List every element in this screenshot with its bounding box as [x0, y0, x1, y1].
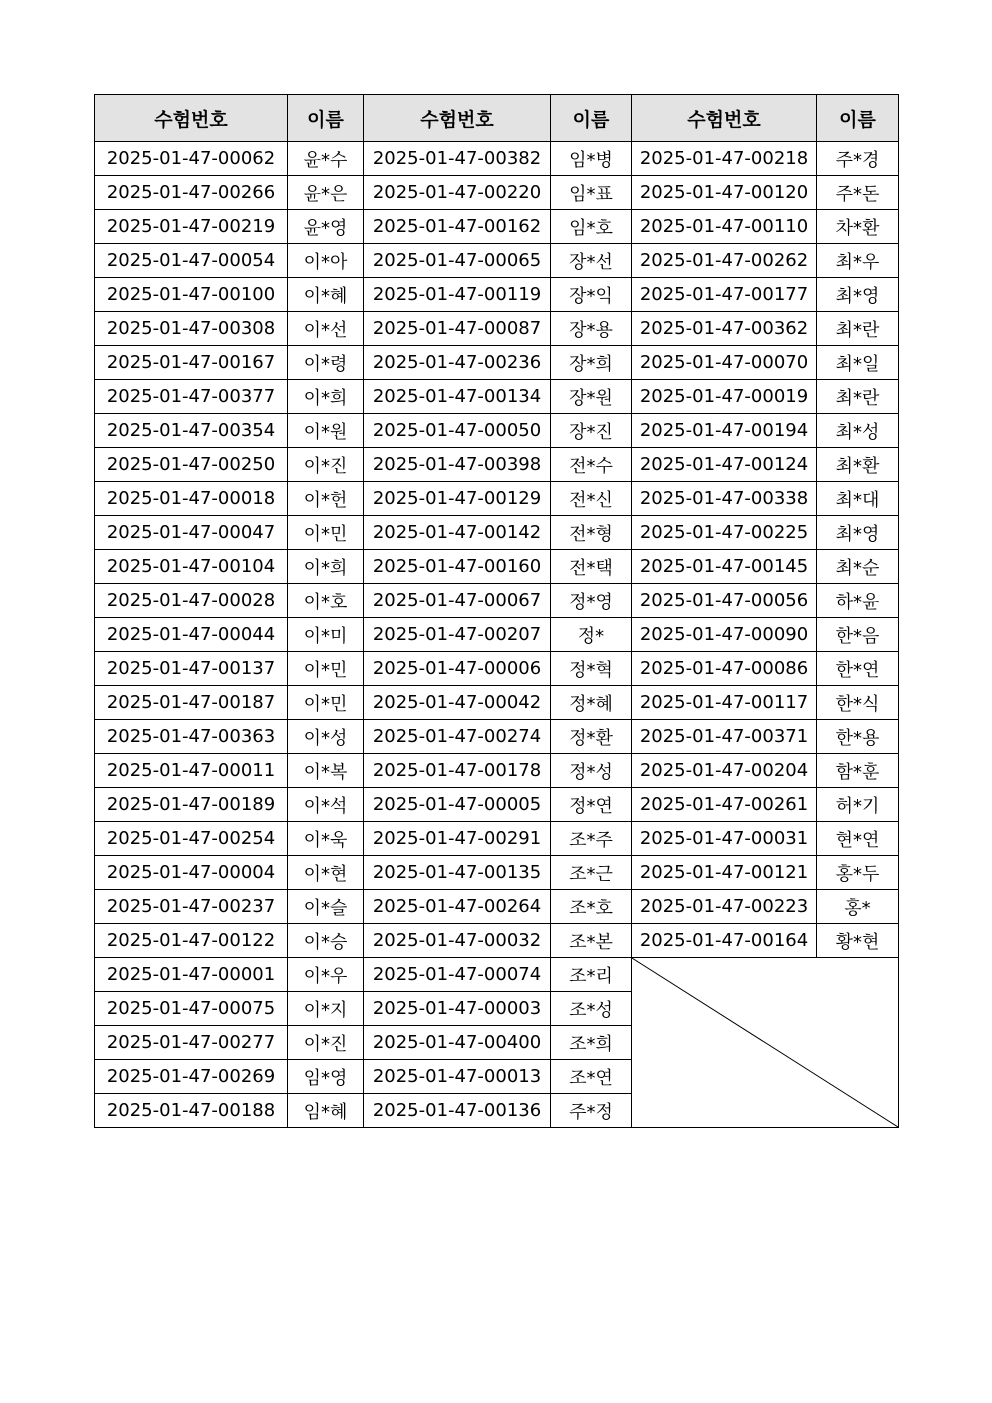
table-row [95, 312, 899, 346]
table-row [95, 754, 899, 788]
exam-number-cell: 2025-01-47-00382 [364, 142, 551, 176]
name-cell: 한*연 [817, 652, 899, 686]
header-name-3: 이름 [817, 95, 899, 142]
name-cell: 이*성 [288, 720, 364, 754]
exam-number-cell: 2025-01-47-00087 [364, 312, 551, 346]
table-row [95, 550, 899, 584]
name-cell: 이*희 [288, 550, 364, 584]
name-cell: 장*익 [551, 278, 632, 312]
name-cell: 이*지 [288, 992, 364, 1026]
name-cell: 이*호 [288, 584, 364, 618]
exam-number-cell: 2025-01-47-00028 [95, 584, 288, 618]
diagonal-line [632, 958, 898, 1127]
exam-number-cell: 2025-01-47-00124 [632, 448, 817, 482]
name-cell: 황*현 [817, 924, 899, 958]
name-cell: 주*경 [817, 142, 899, 176]
name-cell: 최*대 [817, 482, 899, 516]
exam-number-cell: 2025-01-47-00254 [95, 822, 288, 856]
exam-number-cell: 2025-01-47-00032 [364, 924, 551, 958]
exam-number-cell: 2025-01-47-00050 [364, 414, 551, 448]
name-cell: 최*란 [817, 380, 899, 414]
table-row [95, 448, 899, 482]
exam-number-cell: 2025-01-47-00110 [632, 210, 817, 244]
name-cell: 이*우 [288, 958, 364, 992]
name-cell: 하*윤 [817, 584, 899, 618]
header-row [95, 95, 899, 142]
exam-number-cell: 2025-01-47-00129 [364, 482, 551, 516]
exam-number-cell: 2025-01-47-00223 [632, 890, 817, 924]
exam-number-cell: 2025-01-47-00136 [364, 1094, 551, 1128]
table-row [95, 720, 899, 754]
name-cell: 정*연 [551, 788, 632, 822]
name-cell: 정* [551, 618, 632, 652]
header-name-1: 이름 [288, 95, 364, 142]
exam-number-cell: 2025-01-47-00250 [95, 448, 288, 482]
name-cell: 조*호 [551, 890, 632, 924]
exam-number-cell: 2025-01-47-00122 [95, 924, 288, 958]
exam-number-cell: 2025-01-47-00090 [632, 618, 817, 652]
exam-number-cell: 2025-01-47-00219 [95, 210, 288, 244]
name-cell: 이*민 [288, 516, 364, 550]
exam-number-cell: 2025-01-47-00164 [632, 924, 817, 958]
exam-number-cell: 2025-01-47-00274 [364, 720, 551, 754]
exam-number-cell: 2025-01-47-00001 [95, 958, 288, 992]
table-row [95, 346, 899, 380]
exam-number-cell: 2025-01-47-00291 [364, 822, 551, 856]
name-cell: 홍*두 [817, 856, 899, 890]
exam-number-cell: 2025-01-47-00119 [364, 278, 551, 312]
header-exam-number-1: 수험번호 [95, 95, 288, 142]
table-row [95, 414, 899, 448]
exam-number-cell: 2025-01-47-00194 [632, 414, 817, 448]
name-cell: 정*환 [551, 720, 632, 754]
name-cell: 임*영 [288, 1060, 364, 1094]
name-cell: 허*기 [817, 788, 899, 822]
exam-number-cell: 2025-01-47-00187 [95, 686, 288, 720]
exam-number-cell: 2025-01-47-00005 [364, 788, 551, 822]
name-cell: 조*성 [551, 992, 632, 1026]
exam-number-cell: 2025-01-47-00047 [95, 516, 288, 550]
table-row [95, 856, 899, 890]
empty-diagonal-cell [632, 958, 899, 1128]
name-cell: 최*순 [817, 550, 899, 584]
name-cell: 이*원 [288, 414, 364, 448]
table-header [95, 95, 899, 142]
name-cell: 최*우 [817, 244, 899, 278]
table-row [95, 822, 899, 856]
name-cell: 이*현 [288, 856, 364, 890]
table-row [95, 482, 899, 516]
exam-number-cell: 2025-01-47-00160 [364, 550, 551, 584]
exam-number-cell: 2025-01-47-00262 [632, 244, 817, 278]
name-cell: 조*본 [551, 924, 632, 958]
exam-number-cell: 2025-01-47-00371 [632, 720, 817, 754]
exam-number-cell: 2025-01-47-00120 [632, 176, 817, 210]
name-cell: 정*혜 [551, 686, 632, 720]
exam-number-cell: 2025-01-47-00018 [95, 482, 288, 516]
table-row [95, 380, 899, 414]
exam-number-cell: 2025-01-47-00067 [364, 584, 551, 618]
name-cell: 전*형 [551, 516, 632, 550]
name-cell: 이*아 [288, 244, 364, 278]
name-cell: 전*택 [551, 550, 632, 584]
exam-number-cell: 2025-01-47-00065 [364, 244, 551, 278]
exam-number-cell: 2025-01-47-00104 [95, 550, 288, 584]
name-cell: 윤*수 [288, 142, 364, 176]
exam-number-cell: 2025-01-47-00237 [95, 890, 288, 924]
exam-number-cell: 2025-01-47-00354 [95, 414, 288, 448]
name-cell: 윤*영 [288, 210, 364, 244]
name-cell: 조*주 [551, 822, 632, 856]
exam-number-cell: 2025-01-47-00266 [95, 176, 288, 210]
name-cell: 정*영 [551, 584, 632, 618]
name-cell: 이*진 [288, 448, 364, 482]
table-row [95, 210, 899, 244]
exam-number-cell: 2025-01-47-00362 [632, 312, 817, 346]
header-exam-number-2: 수험번호 [364, 95, 551, 142]
name-cell: 이*헌 [288, 482, 364, 516]
name-cell: 이*혜 [288, 278, 364, 312]
name-cell: 이*선 [288, 312, 364, 346]
table-row [95, 788, 899, 822]
exam-number-cell: 2025-01-47-00261 [632, 788, 817, 822]
name-cell: 홍* [817, 890, 899, 924]
exam-number-cell: 2025-01-47-00142 [364, 516, 551, 550]
name-cell: 조*연 [551, 1060, 632, 1094]
exam-number-cell: 2025-01-47-00135 [364, 856, 551, 890]
header-name-2: 이름 [551, 95, 632, 142]
table-row [95, 924, 899, 958]
exam-number-cell: 2025-01-47-00188 [95, 1094, 288, 1128]
exam-number-cell: 2025-01-47-00269 [95, 1060, 288, 1094]
exam-number-cell: 2025-01-47-00117 [632, 686, 817, 720]
name-cell: 조*희 [551, 1026, 632, 1060]
name-cell: 이*령 [288, 346, 364, 380]
exam-number-cell: 2025-01-47-00363 [95, 720, 288, 754]
header-exam-number-3: 수험번호 [632, 95, 817, 142]
exam-number-cell: 2025-01-47-00074 [364, 958, 551, 992]
exam-number-cell: 2025-01-47-00031 [632, 822, 817, 856]
table-row [95, 516, 899, 550]
table-row [95, 584, 899, 618]
name-cell: 정*성 [551, 754, 632, 788]
exam-number-cell: 2025-01-47-00308 [95, 312, 288, 346]
name-cell: 임*표 [551, 176, 632, 210]
exam-number-cell: 2025-01-47-00177 [632, 278, 817, 312]
name-cell: 최*성 [817, 414, 899, 448]
exam-number-cell: 2025-01-47-00264 [364, 890, 551, 924]
exam-number-cell: 2025-01-47-00011 [95, 754, 288, 788]
name-cell: 최*란 [817, 312, 899, 346]
exam-number-cell: 2025-01-47-00377 [95, 380, 288, 414]
exam-number-cell: 2025-01-47-00178 [364, 754, 551, 788]
exam-number-cell: 2025-01-47-00137 [95, 652, 288, 686]
exam-number-cell: 2025-01-47-00075 [95, 992, 288, 1026]
name-cell: 한*용 [817, 720, 899, 754]
name-cell: 최*환 [817, 448, 899, 482]
exam-number-cell: 2025-01-47-00400 [364, 1026, 551, 1060]
name-cell: 정*혁 [551, 652, 632, 686]
exam-number-cell: 2025-01-47-00042 [364, 686, 551, 720]
name-cell: 이*희 [288, 380, 364, 414]
table-body [95, 142, 899, 1128]
exam-number-cell: 2025-01-47-00003 [364, 992, 551, 1026]
exam-number-cell: 2025-01-47-00189 [95, 788, 288, 822]
exam-number-cell: 2025-01-47-00398 [364, 448, 551, 482]
page [94, 94, 898, 1128]
exam-number-cell: 2025-01-47-00338 [632, 482, 817, 516]
name-cell: 전*신 [551, 482, 632, 516]
exam-number-cell: 2025-01-47-00086 [632, 652, 817, 686]
name-cell: 한*음 [817, 618, 899, 652]
name-cell: 임*병 [551, 142, 632, 176]
exam-number-cell: 2025-01-47-00134 [364, 380, 551, 414]
examinee-roster-table [94, 94, 899, 1128]
exam-number-cell: 2025-01-47-00204 [632, 754, 817, 788]
name-cell: 이*미 [288, 618, 364, 652]
name-cell: 이*진 [288, 1026, 364, 1060]
exam-number-cell: 2025-01-47-00004 [95, 856, 288, 890]
table-row [95, 176, 899, 210]
exam-number-cell: 2025-01-47-00220 [364, 176, 551, 210]
table-row [95, 618, 899, 652]
name-cell: 이*승 [288, 924, 364, 958]
exam-number-cell: 2025-01-47-00054 [95, 244, 288, 278]
name-cell: 윤*은 [288, 176, 364, 210]
exam-number-cell: 2025-01-47-00013 [364, 1060, 551, 1094]
name-cell: 주*정 [551, 1094, 632, 1128]
table-row [95, 890, 899, 924]
exam-number-cell: 2025-01-47-00056 [632, 584, 817, 618]
name-cell: 최*영 [817, 278, 899, 312]
exam-number-cell: 2025-01-47-00225 [632, 516, 817, 550]
name-cell: 임*호 [551, 210, 632, 244]
name-cell: 최*영 [817, 516, 899, 550]
exam-number-cell: 2025-01-47-00207 [364, 618, 551, 652]
name-cell: 함*훈 [817, 754, 899, 788]
name-cell: 장*원 [551, 380, 632, 414]
table-row [95, 142, 899, 176]
exam-number-cell: 2025-01-47-00070 [632, 346, 817, 380]
exam-number-cell: 2025-01-47-00218 [632, 142, 817, 176]
exam-number-cell: 2025-01-47-00236 [364, 346, 551, 380]
name-cell: 장*선 [551, 244, 632, 278]
table-row [95, 652, 899, 686]
name-cell: 이*민 [288, 686, 364, 720]
table-row [95, 278, 899, 312]
table-row [95, 244, 899, 278]
name-cell: 임*혜 [288, 1094, 364, 1128]
name-cell: 한*식 [817, 686, 899, 720]
name-cell: 차*환 [817, 210, 899, 244]
name-cell: 장*희 [551, 346, 632, 380]
name-cell: 장*진 [551, 414, 632, 448]
name-cell: 이*욱 [288, 822, 364, 856]
exam-number-cell: 2025-01-47-00121 [632, 856, 817, 890]
name-cell: 주*돈 [817, 176, 899, 210]
name-cell: 최*일 [817, 346, 899, 380]
name-cell: 이*석 [288, 788, 364, 822]
exam-number-cell: 2025-01-47-00167 [95, 346, 288, 380]
name-cell: 전*수 [551, 448, 632, 482]
table-row [95, 958, 899, 992]
exam-number-cell: 2025-01-47-00145 [632, 550, 817, 584]
exam-number-cell: 2025-01-47-00019 [632, 380, 817, 414]
name-cell: 장*용 [551, 312, 632, 346]
exam-number-cell: 2025-01-47-00006 [364, 652, 551, 686]
name-cell: 조*근 [551, 856, 632, 890]
exam-number-cell: 2025-01-47-00062 [95, 142, 288, 176]
name-cell: 조*리 [551, 958, 632, 992]
exam-number-cell: 2025-01-47-00277 [95, 1026, 288, 1060]
name-cell: 이*복 [288, 754, 364, 788]
name-cell: 이*슬 [288, 890, 364, 924]
exam-number-cell: 2025-01-47-00044 [95, 618, 288, 652]
exam-number-cell: 2025-01-47-00162 [364, 210, 551, 244]
name-cell: 이*민 [288, 652, 364, 686]
table-row [95, 686, 899, 720]
exam-number-cell: 2025-01-47-00100 [95, 278, 288, 312]
name-cell: 현*연 [817, 822, 899, 856]
